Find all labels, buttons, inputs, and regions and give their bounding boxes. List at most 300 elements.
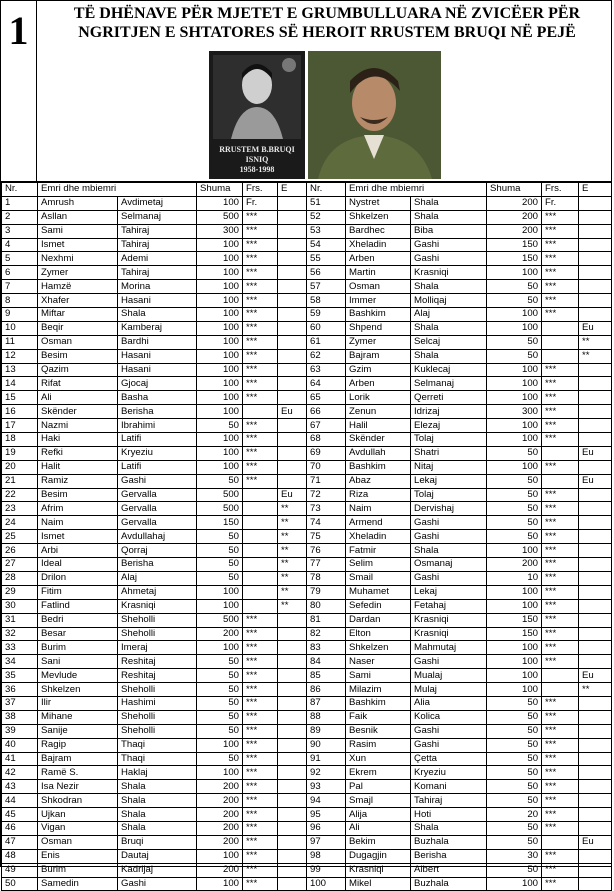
- cell-amount: 100: [197, 738, 243, 752]
- cell-last-name: Albert: [411, 863, 487, 877]
- cell-e: [278, 349, 307, 363]
- cell-first-name: Shpend: [346, 321, 411, 335]
- cell-amount: 100: [197, 280, 243, 294]
- cell-last-name: Ademi: [118, 252, 197, 266]
- cell-amount: 50: [487, 766, 542, 780]
- table-row: [2, 669, 612, 683]
- cell-e: [579, 433, 612, 447]
- cell-last-name: Imeraj: [118, 641, 197, 655]
- photo-caption: [209, 145, 305, 175]
- cell-e: [579, 752, 612, 766]
- cell-nr: 55: [307, 252, 346, 266]
- table-row: [2, 196, 612, 210]
- cell-last-name: Gashi: [411, 655, 487, 669]
- cell-first-name: Sami: [38, 224, 118, 238]
- col-name: Emri dhe mbiemri: [38, 183, 197, 197]
- cell-last-name: Lekaj: [411, 474, 487, 488]
- cell-e: [278, 766, 307, 780]
- cell-amount: 100: [487, 419, 542, 433]
- cell-frs: ***: [243, 349, 278, 363]
- cell-frs: ***: [243, 294, 278, 308]
- cell-first-name: Ali: [346, 821, 411, 835]
- cell-frs: ***: [243, 210, 278, 224]
- cell-first-name: Afrim: [38, 502, 118, 516]
- cell-amount: 500: [197, 502, 243, 516]
- cell-nr: 22: [2, 488, 38, 502]
- cell-last-name: Gashi: [411, 724, 487, 738]
- cell-nr: 94: [307, 794, 346, 808]
- cell-frs: ***: [542, 544, 579, 558]
- cell-frs: [243, 488, 278, 502]
- cell-first-name: Naser: [346, 655, 411, 669]
- cell-nr: 59: [307, 308, 346, 322]
- cell-e: [278, 266, 307, 280]
- cell-frs: [243, 599, 278, 613]
- cell-frs: ***: [243, 724, 278, 738]
- cell-last-name: Reshitaj: [118, 669, 197, 683]
- cell-nr: 6: [2, 266, 38, 280]
- cell-last-name: Mulaj: [411, 683, 487, 697]
- col-frs: Frs.: [243, 183, 278, 197]
- cell-nr: 93: [307, 780, 346, 794]
- cell-amount: 100: [197, 266, 243, 280]
- cell-frs: ***: [542, 391, 579, 405]
- cell-amount: 100: [197, 641, 243, 655]
- cell-e: [579, 502, 612, 516]
- cell-e: **: [278, 502, 307, 516]
- table-row: [2, 794, 612, 808]
- cell-e: [579, 224, 612, 238]
- cell-last-name: Hashimi: [118, 696, 197, 710]
- table-row: [2, 349, 612, 363]
- cell-e: [278, 669, 307, 683]
- cell-frs: [243, 544, 278, 558]
- table-row: [2, 849, 612, 863]
- cell-nr: 17: [2, 419, 38, 433]
- cell-first-name: Smail: [346, 571, 411, 585]
- cell-frs: ***: [243, 433, 278, 447]
- cell-last-name: Tahiraj: [118, 266, 197, 280]
- donors-table: [1, 182, 612, 891]
- cell-e: [579, 363, 612, 377]
- cell-nr: 9: [2, 308, 38, 322]
- cell-first-name: Smajl: [346, 794, 411, 808]
- cell-nr: 33: [2, 641, 38, 655]
- cell-amount: 100: [197, 294, 243, 308]
- cell-frs: ***: [243, 780, 278, 794]
- cell-first-name: Rifat: [38, 377, 118, 391]
- cell-amount: 100: [197, 377, 243, 391]
- cell-first-name: Ilir: [38, 696, 118, 710]
- table-row: [2, 724, 612, 738]
- cell-first-name: Burim: [38, 863, 118, 877]
- cell-first-name: Burim: [38, 641, 118, 655]
- cell-e: [579, 488, 612, 502]
- cell-first-name: Dardan: [346, 613, 411, 627]
- cell-first-name: Fatmir: [346, 544, 411, 558]
- cell-frs: ***: [542, 571, 579, 585]
- cell-last-name: Kamberaj: [118, 321, 197, 335]
- cell-frs: ***: [243, 391, 278, 405]
- cell-last-name: Kryeziu: [411, 766, 487, 780]
- cell-amount: 50: [197, 683, 243, 697]
- cell-first-name: Shkelzen: [38, 683, 118, 697]
- cell-nr: 21: [2, 474, 38, 488]
- cell-last-name: Latifi: [118, 433, 197, 447]
- cell-e: [579, 252, 612, 266]
- cell-frs: ***: [542, 696, 579, 710]
- cell-first-name: Besnik: [346, 724, 411, 738]
- cell-e: **: [278, 585, 307, 599]
- table-row: [2, 446, 612, 460]
- cell-e: [278, 335, 307, 349]
- cell-frs: ***: [243, 766, 278, 780]
- cell-amount: 100: [487, 377, 542, 391]
- cell-nr: 96: [307, 821, 346, 835]
- cell-e: Eu: [579, 474, 612, 488]
- cell-amount: 200: [197, 780, 243, 794]
- cell-first-name: Asllan: [38, 210, 118, 224]
- col-nr: Nr.: [2, 183, 38, 197]
- cell-first-name: Xheladin: [346, 530, 411, 544]
- cell-nr: 54: [307, 238, 346, 252]
- cell-amount: 100: [197, 849, 243, 863]
- cell-e: [278, 655, 307, 669]
- cell-first-name: Zenun: [346, 405, 411, 419]
- cell-last-name: Shala: [411, 210, 487, 224]
- cell-amount: 50: [487, 516, 542, 530]
- cell-first-name: Halit: [38, 460, 118, 474]
- cell-amount: 100: [197, 433, 243, 447]
- cell-last-name: Berisha: [411, 849, 487, 863]
- cell-nr: 16: [2, 405, 38, 419]
- cell-first-name: Arbi: [38, 544, 118, 558]
- table-row: [2, 308, 612, 322]
- table-row: [2, 738, 612, 752]
- cell-amount: 50: [197, 571, 243, 585]
- cell-frs: ***: [243, 613, 278, 627]
- cell-frs: ***: [542, 488, 579, 502]
- cell-last-name: Buzhala: [411, 835, 487, 849]
- cell-first-name: Ismet: [38, 238, 118, 252]
- cell-nr: 35: [2, 669, 38, 683]
- cell-first-name: Skënder: [38, 405, 118, 419]
- cell-frs: ***: [542, 710, 579, 724]
- cell-amount: 100: [197, 585, 243, 599]
- cell-last-name: Krasniqi: [118, 599, 197, 613]
- cell-e: [278, 433, 307, 447]
- cell-nr: 50: [2, 877, 38, 891]
- cell-amount: 50: [487, 752, 542, 766]
- cell-nr: 32: [2, 627, 38, 641]
- cell-last-name: Basha: [118, 391, 197, 405]
- table-row: [2, 405, 612, 419]
- table-row: [2, 224, 612, 238]
- cell-e: [579, 238, 612, 252]
- cell-last-name: Avdimetaj: [118, 196, 197, 210]
- table-row: [2, 238, 612, 252]
- table-row: [2, 835, 612, 849]
- cell-last-name: Tahiraj: [118, 224, 197, 238]
- cell-e: [579, 294, 612, 308]
- cell-first-name: Zymer: [38, 266, 118, 280]
- cell-amount: 50: [487, 835, 542, 849]
- cell-frs: ***: [243, 363, 278, 377]
- cell-first-name: Immer: [346, 294, 411, 308]
- cell-frs: ***: [542, 585, 579, 599]
- cell-last-name: Latifi: [118, 460, 197, 474]
- cell-e: [579, 405, 612, 419]
- cell-first-name: Nexhmi: [38, 252, 118, 266]
- cell-last-name: Thaqi: [118, 752, 197, 766]
- cell-nr: 78: [307, 571, 346, 585]
- cell-amount: 30: [487, 849, 542, 863]
- cell-nr: 67: [307, 419, 346, 433]
- col-amount: Shuma: [197, 183, 243, 197]
- cell-e: Eu: [579, 669, 612, 683]
- cell-first-name: Krasniqi: [346, 863, 411, 877]
- cell-nr: 98: [307, 849, 346, 863]
- cell-nr: 19: [2, 446, 38, 460]
- cell-last-name: Kolica: [411, 710, 487, 724]
- cell-first-name: Zymer: [346, 335, 411, 349]
- cell-amount: 100: [487, 669, 542, 683]
- cell-amount: 50: [487, 696, 542, 710]
- cell-nr: 60: [307, 321, 346, 335]
- cell-nr: 53: [307, 224, 346, 238]
- cell-amount: 50: [487, 794, 542, 808]
- cell-last-name: Bruqi: [118, 835, 197, 849]
- cell-e: [579, 710, 612, 724]
- cell-first-name: Enis: [38, 849, 118, 863]
- cell-nr: 63: [307, 363, 346, 377]
- cell-nr: 57: [307, 280, 346, 294]
- cell-frs: [542, 669, 579, 683]
- cell-amount: 200: [197, 835, 243, 849]
- cell-amount: 300: [487, 405, 542, 419]
- table-row: [2, 599, 612, 613]
- cell-frs: [243, 571, 278, 585]
- cell-last-name: Berisha: [118, 558, 197, 572]
- cell-last-name: Tahiraj: [118, 238, 197, 252]
- cell-frs: ***: [542, 530, 579, 544]
- table-row: [2, 530, 612, 544]
- cell-first-name: Gzim: [346, 363, 411, 377]
- cell-last-name: Thaqi: [118, 738, 197, 752]
- cell-amount: 100: [487, 433, 542, 447]
- cell-amount: 50: [487, 710, 542, 724]
- cell-first-name: Abaz: [346, 474, 411, 488]
- cell-e: [278, 419, 307, 433]
- cell-amount: 100: [487, 544, 542, 558]
- cell-last-name: Tahiraj: [411, 794, 487, 808]
- cell-amount: 100: [197, 363, 243, 377]
- cell-frs: ***: [542, 752, 579, 766]
- cell-e: [278, 363, 307, 377]
- cell-last-name: Shala: [411, 321, 487, 335]
- cell-amount: 50: [197, 710, 243, 724]
- cell-last-name: Mahmutaj: [411, 641, 487, 655]
- cell-nr: 100: [307, 877, 346, 891]
- cell-amount: 100: [487, 599, 542, 613]
- cell-frs: ***: [542, 516, 579, 530]
- cell-e: [278, 780, 307, 794]
- cell-nr: 31: [2, 613, 38, 627]
- cell-first-name: Arben: [346, 252, 411, 266]
- cell-e: **: [278, 530, 307, 544]
- cell-last-name: Haklaj: [118, 766, 197, 780]
- cell-first-name: Ragip: [38, 738, 118, 752]
- cell-frs: ***: [542, 266, 579, 280]
- cell-frs: ***: [243, 335, 278, 349]
- cell-first-name: Shkelzen: [346, 641, 411, 655]
- cell-frs: ***: [243, 252, 278, 266]
- cell-first-name: Sanije: [38, 724, 118, 738]
- cell-frs: ***: [542, 641, 579, 655]
- cell-e: [579, 460, 612, 474]
- cell-frs: [542, 683, 579, 697]
- cell-frs: ***: [243, 641, 278, 655]
- cell-e: [579, 558, 612, 572]
- cell-amount: 50: [487, 502, 542, 516]
- cell-nr: 28: [2, 571, 38, 585]
- cell-last-name: Alaj: [411, 308, 487, 322]
- document-title: TË DHËNAVE PËR MJETET E GRUMBULLUARA NË ZVICËER PËR NGRITJEN E SHTATORES SË HEROIT RRUSTEM BRUQI NË PEJË: [73, 5, 581, 41]
- cell-amount: 200: [487, 210, 542, 224]
- cell-last-name: Gervalla: [118, 502, 197, 516]
- cell-e: **: [278, 599, 307, 613]
- cell-e: Eu: [579, 321, 612, 335]
- cell-amount: 200: [197, 627, 243, 641]
- cell-amount: 200: [487, 558, 542, 572]
- cell-e: [278, 210, 307, 224]
- cell-nr: 77: [307, 558, 346, 572]
- cell-first-name: Sami: [346, 669, 411, 683]
- table-row: [2, 696, 612, 710]
- cell-frs: ***: [243, 627, 278, 641]
- cell-first-name: Qazim: [38, 363, 118, 377]
- cell-first-name: Bajram: [38, 752, 118, 766]
- cell-amount: 150: [487, 627, 542, 641]
- cell-nr: 97: [307, 835, 346, 849]
- cell-nr: 41: [2, 752, 38, 766]
- col-nr: Nr.: [307, 183, 346, 197]
- table-row: [2, 558, 612, 572]
- cell-last-name: Shala: [118, 794, 197, 808]
- cell-nr: 30: [2, 599, 38, 613]
- cell-nr: 47: [2, 835, 38, 849]
- cell-first-name: Osman: [38, 335, 118, 349]
- table-row: [2, 252, 612, 266]
- cell-nr: 84: [307, 655, 346, 669]
- cell-amount: 150: [487, 613, 542, 627]
- cell-last-name: Shala: [118, 808, 197, 822]
- cell-nr: 71: [307, 474, 346, 488]
- cell-e: **: [278, 544, 307, 558]
- cell-e: [579, 280, 612, 294]
- cell-first-name: Haki: [38, 433, 118, 447]
- table-row: [2, 502, 612, 516]
- cell-last-name: Shala: [411, 280, 487, 294]
- col-frs: Frs.: [542, 183, 579, 197]
- cell-amount: 50: [197, 696, 243, 710]
- table-row: [2, 460, 612, 474]
- cell-e: [579, 196, 612, 210]
- cell-e: [278, 391, 307, 405]
- cell-nr: 82: [307, 627, 346, 641]
- cell-amount: 100: [487, 641, 542, 655]
- caption-name: RRUSTEM B.BRUQI: [219, 145, 295, 154]
- cell-e: [579, 821, 612, 835]
- cell-amount: 100: [487, 877, 542, 891]
- col-name: Emri dhe mbiemri: [346, 183, 487, 197]
- cell-frs: ***: [243, 683, 278, 697]
- cell-first-name: Alija: [346, 808, 411, 822]
- cell-nr: 46: [2, 821, 38, 835]
- cell-e: [278, 238, 307, 252]
- cell-e: [579, 266, 612, 280]
- caption-years: 1958-1998: [239, 165, 275, 174]
- cell-amount: 100: [487, 321, 542, 335]
- cell-frs: ***: [542, 821, 579, 835]
- cell-last-name: Nitaj: [411, 460, 487, 474]
- cell-nr: 72: [307, 488, 346, 502]
- cell-frs: [243, 585, 278, 599]
- cell-amount: 100: [197, 460, 243, 474]
- cell-frs: ***: [542, 627, 579, 641]
- cell-frs: ***: [243, 808, 278, 822]
- cell-amount: 100: [197, 196, 243, 210]
- cell-first-name: Xun: [346, 752, 411, 766]
- cell-last-name: Hasani: [118, 363, 197, 377]
- table-row: [2, 335, 612, 349]
- cell-frs: [542, 446, 579, 460]
- cell-amount: 50: [197, 530, 243, 544]
- cell-frs: ***: [542, 433, 579, 447]
- cell-frs: ***: [243, 696, 278, 710]
- cell-e: [579, 655, 612, 669]
- cell-frs: ***: [542, 460, 579, 474]
- table-row: [2, 419, 612, 433]
- cell-nr: 37: [2, 696, 38, 710]
- cell-amount: 150: [487, 238, 542, 252]
- cell-last-name: Lekaj: [411, 585, 487, 599]
- table-row: [2, 780, 612, 794]
- cell-last-name: Buzhala: [411, 877, 487, 891]
- cell-first-name: Faik: [346, 710, 411, 724]
- cell-nr: 83: [307, 641, 346, 655]
- cell-amount: 50: [487, 474, 542, 488]
- table-row: [2, 683, 612, 697]
- cell-last-name: Hoti: [411, 808, 487, 822]
- cell-last-name: Reshitaj: [118, 655, 197, 669]
- cell-last-name: Biba: [411, 224, 487, 238]
- cell-nr: 73: [307, 502, 346, 516]
- cell-last-name: Kuklecaj: [411, 363, 487, 377]
- table-row: [2, 391, 612, 405]
- donors-table-body: [2, 196, 612, 891]
- cell-frs: ***: [243, 669, 278, 683]
- cell-first-name: Shkelzen: [346, 210, 411, 224]
- cell-last-name: Gashi: [411, 516, 487, 530]
- cell-e: **: [278, 516, 307, 530]
- cell-nr: 38: [2, 710, 38, 724]
- cell-nr: 34: [2, 655, 38, 669]
- cell-first-name: Besim: [38, 488, 118, 502]
- cell-e: [278, 446, 307, 460]
- cell-last-name: Krasniqi: [411, 266, 487, 280]
- cell-first-name: Bashkim: [346, 460, 411, 474]
